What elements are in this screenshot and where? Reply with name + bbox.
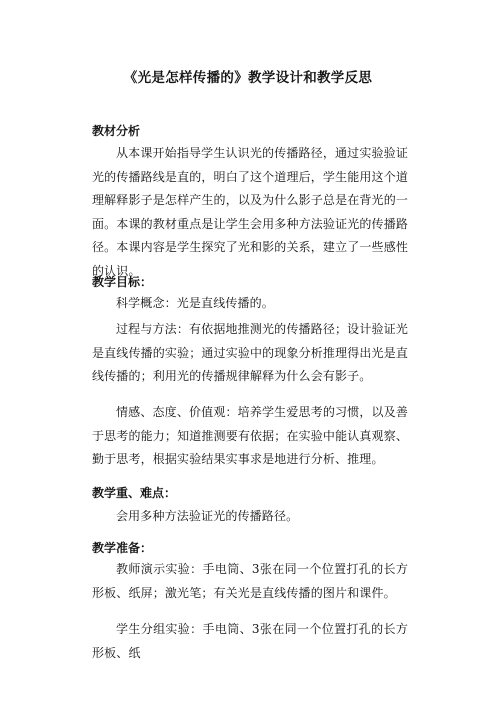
- section-heading-textbook-analysis: 教材分析: [92, 124, 141, 138]
- paragraph-key-points: 会用多种方法验证光的传播路径。: [116, 509, 299, 523]
- section-heading-teaching-goals: 教学目标：: [92, 275, 153, 289]
- paragraph-process-method: 过程与方法：有依据地推测光的传播路径；设计验证光是直线传播的实验；通过实验中的现象分析推理得出光是直线传播的；利用光的传播规律解释为什么会有影子。: [92, 322, 408, 384]
- paragraph-science-concept: 科学概念：光是直线传播的。: [116, 296, 274, 310]
- section-heading-preparation: 教学准备：: [92, 541, 153, 555]
- paragraph-textbook-analysis: 从本课开始指导学生认识光的传播路径，通过实验验证光的传播路线是直的，明白了这个道理后，学生能用这个道理解释影子是怎样产生的，以及为什么影子总是在背光的一面。本课的教材重点是让学生会用多种方法验证光的传播路径。本课内容是学生探究了光和影的关系，建立了一些感性的认识。: [92, 146, 408, 278]
- document-title: 《光是怎样传播的》教学设计和教学反思: [123, 70, 373, 86]
- section-heading-key-points: 教学重、难点：: [92, 486, 177, 500]
- paragraph-student-group: 学生分组实验：手电筒、3张在同一个位置打孔的长方形板、纸: [92, 622, 408, 660]
- paragraph-teacher-demo: 教师演示实验：手电筒、3张在同一个位置打孔的长方形板、纸屏；激光笔；有关光是直线传播的图片和课件。: [92, 562, 408, 600]
- paragraph-emotion-attitude: 情感、态度、价值观：培养学生爱思考的习惯，以及善于思考的能力；知道推测要有依据；在实验中能认真观察、勤于思考，根据实验结果实事求是地进行分析、推理。: [92, 405, 408, 467]
